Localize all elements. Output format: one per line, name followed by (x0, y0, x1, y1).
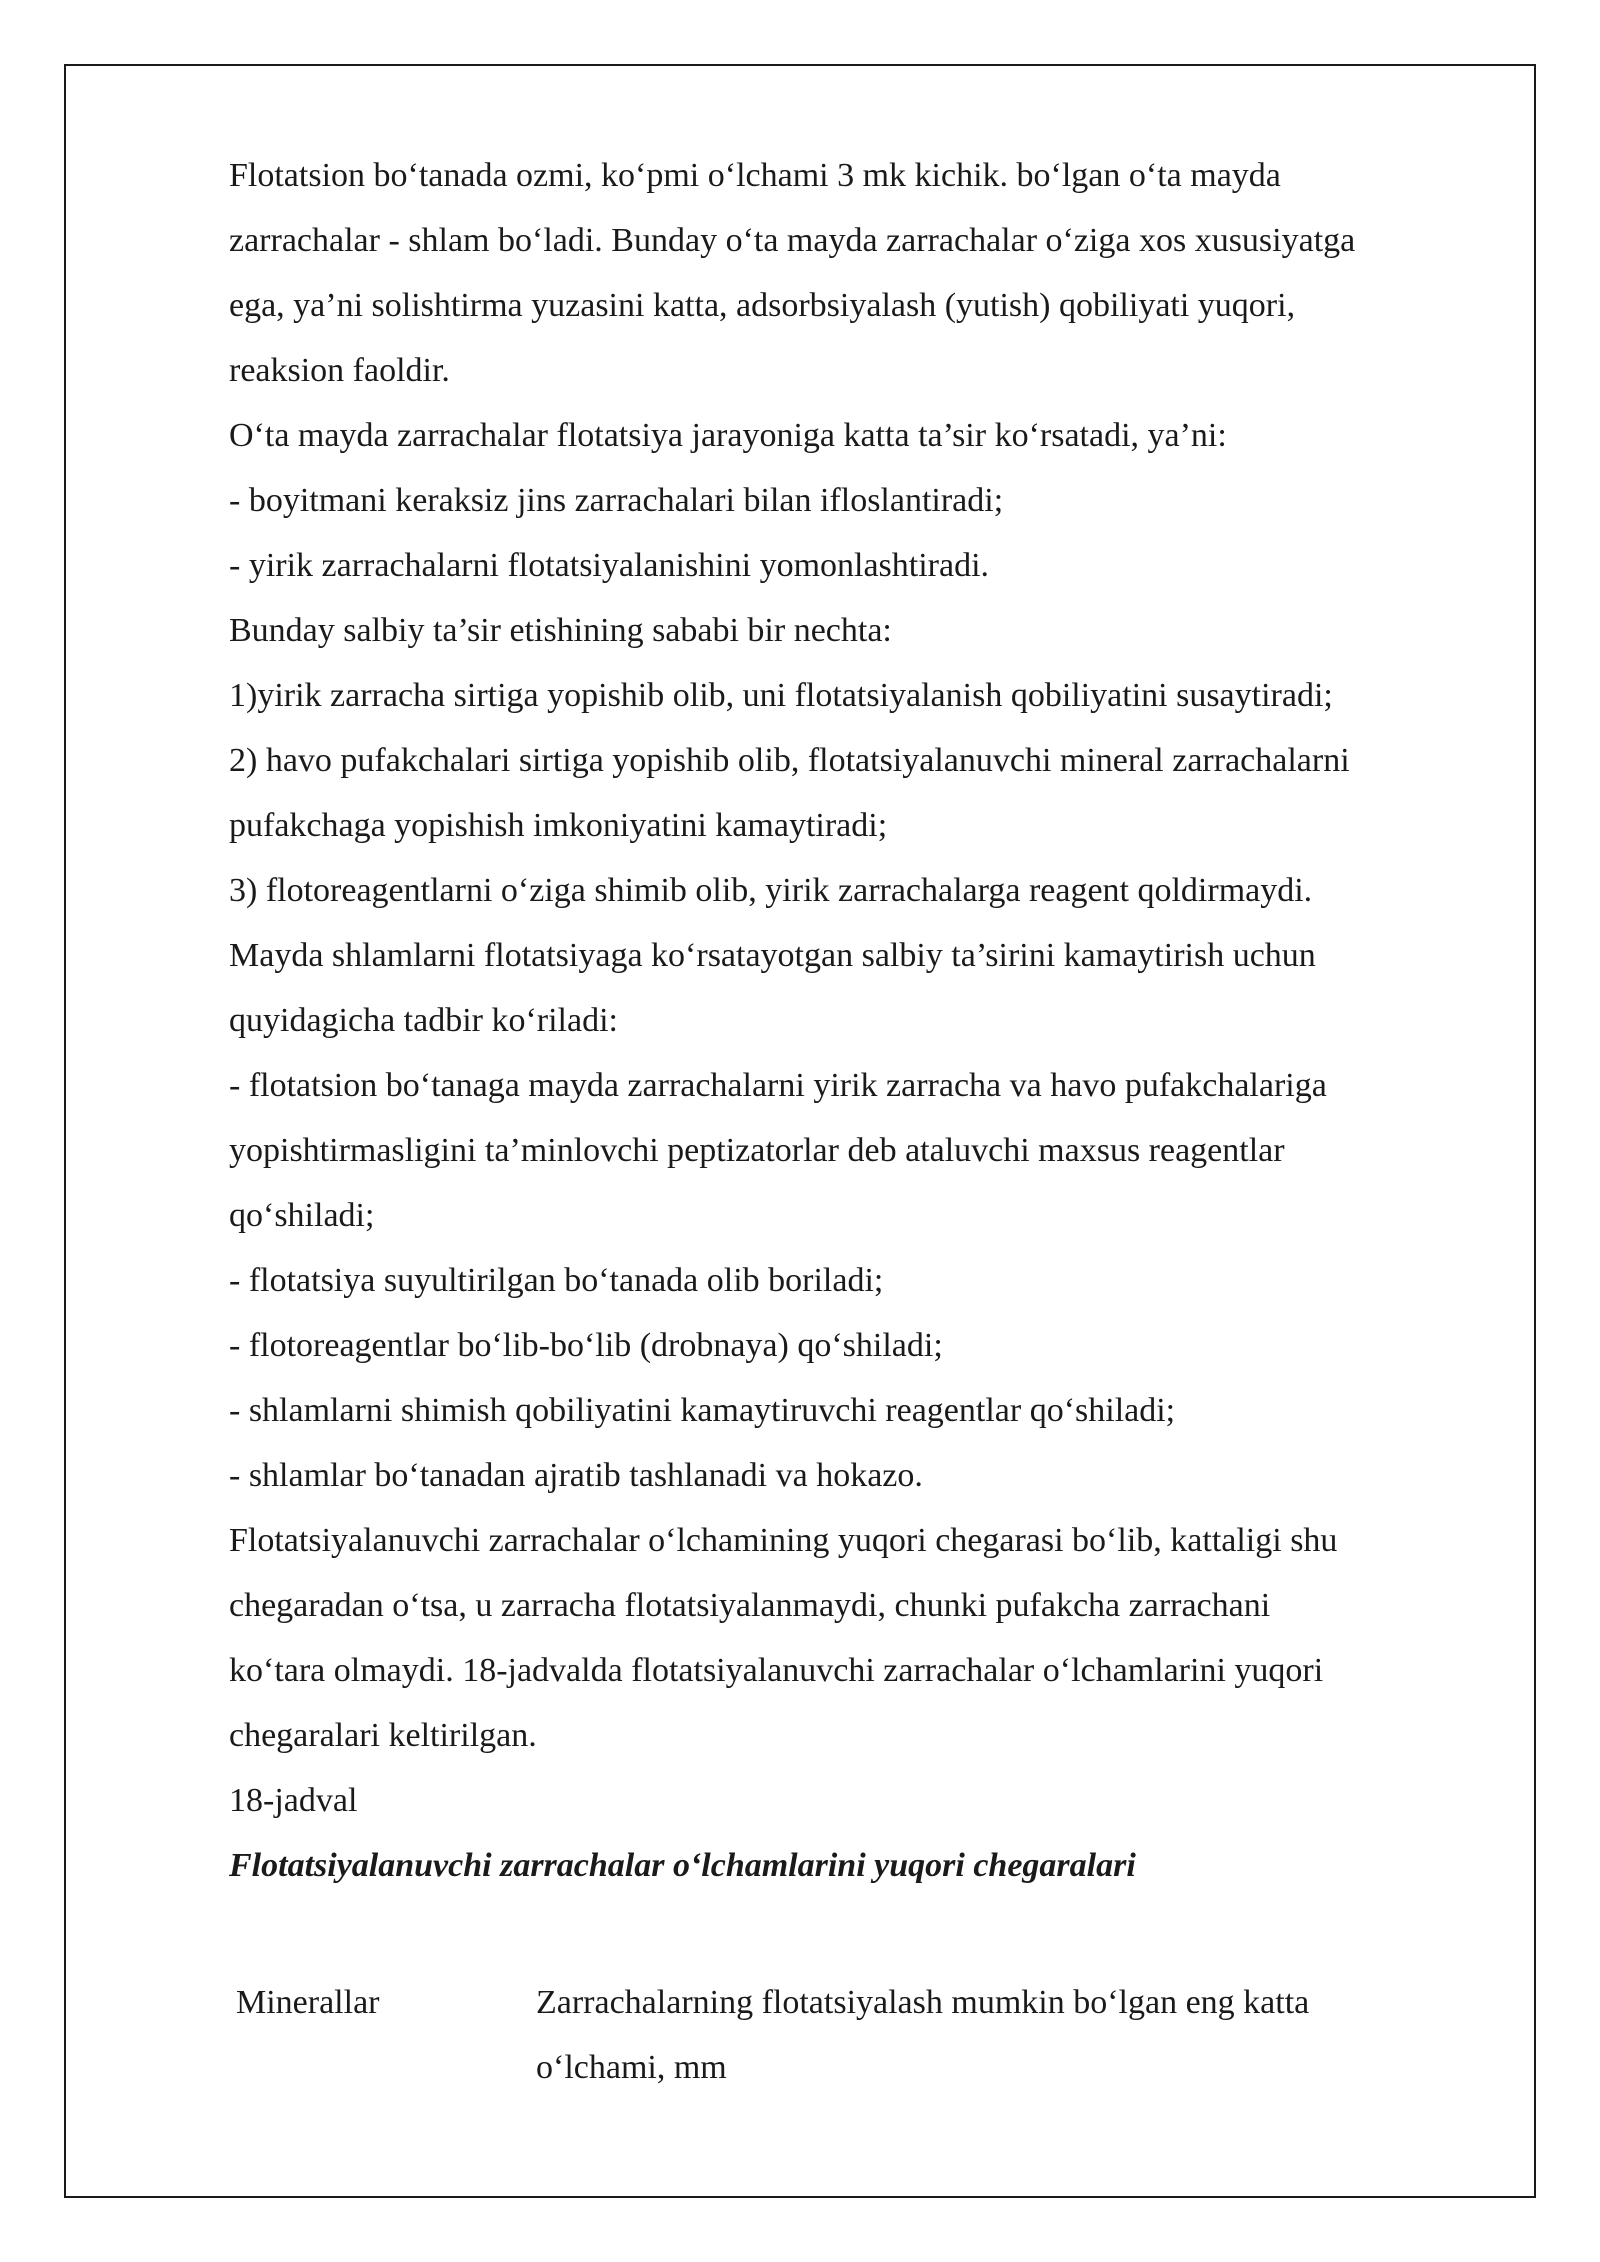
data-table (229, 1970, 1499, 2100)
paragraph-line: Flotatsion bo‘tanada ozmi, ko‘pmi o‘lchami 3 mk kichik. bo‘lgan o‘ta mayda (229, 157, 1281, 194)
table-heading: Flotatsiyalanuvchi zarrachalar o‘lchamlarini yuqori chegaralari (229, 1847, 1136, 1884)
paragraph-line: quyidagicha tadbir ko‘riladi: (229, 1002, 618, 1039)
list-item: - boyitmani keraksiz jins zarrachalari bilan ifloslantiradi; (229, 482, 1004, 519)
list-item: 1)yirik zarracha sirtiga yopishib olib, uni flotatsiyalanish qobiliyatini susaytiradi; (229, 677, 1333, 714)
column-header-size (536, 1970, 1499, 2100)
paragraph-line: chegaradan o‘tsa, u zarracha flotatsiyalanmaydi, chunki pufakcha zarrachani (229, 1587, 1271, 1624)
paragraph-line: Flotatsiyalanuvchi zarrachalar o‘lchamining yuqori chegarasi bo‘lib, kattaligi shu (229, 1522, 1338, 1559)
column-header-size-line: Zarrachalarning flotatsiyalash mumkin bo‘lgan eng katta (536, 1984, 1310, 2021)
list-item: 3) flotoreagentlarni o‘ziga shimib olib, yirik zarrachalarga reagent qoldirmaydi. (229, 872, 1313, 909)
table-number: 18-jadval (229, 1782, 358, 1819)
paragraph-line: zarrachalar - shlam bo‘ladi. Bunday o‘ta mayda zarrachalar o‘ziga xos xususiyatga (229, 222, 1356, 259)
list-item: - yirik zarrachalarni flotatsiyalanishini yomonlashtiradi. (229, 547, 990, 584)
column-header-size-line: o‘lchami, mm (536, 2049, 727, 2086)
paragraph-line: qo‘shiladi; (229, 1197, 375, 1234)
table-header-row (229, 1970, 1499, 2100)
list-item: - flotatsion bo‘tanaga mayda zarrachalarni yirik zarracha va havo pufakchalariga (229, 1067, 1327, 1104)
paragraph-line: O‘ta mayda zarrachalar flotatsiya jarayoniga katta ta’sir ko‘rsatadi, ya’ni: (229, 417, 1227, 454)
paragraph-line: pufakchaga yopishish imkoniyatini kamaytiradi; (229, 807, 888, 844)
list-item: - flotatsiya suyultirilgan bo‘tanada olib boriladi; (229, 1262, 884, 1299)
column-header-minerals: Minerallar (236, 1984, 380, 2021)
document-body (229, 143, 1499, 1898)
paragraph-line: chegaralari keltirilgan. (229, 1717, 537, 1754)
list-item: 2) havo pufakchalari sirtiga yopishib olib, flotatsiyalanuvchi mineral zarrachalarni (229, 742, 1350, 779)
list-item: - flotoreagentlar bo‘lib-bo‘lib (drobnaya) qo‘shiladi; (229, 1327, 943, 1364)
paragraph-line: ko‘tara olmaydi. 18-jadvalda flotatsiyalanuvchi zarrachalar o‘lchamlarini yuqori (229, 1652, 1324, 1689)
paragraph-line: Bunday salbiy ta’sir etishining sababi bir nechta: (229, 612, 892, 649)
paragraph-line: yopishtirmasligini ta’minlovchi peptizatorlar deb ataluvchi maxsus reagentlar (229, 1132, 1285, 1169)
paragraph-line: Mayda shlamlarni flotatsiyaga ko‘rsatayotgan salbiy ta’sirini kamaytirish uchun (229, 937, 1316, 974)
paragraph-line: reaksion faoldir. (229, 352, 450, 389)
list-item: - shlamlarni shimish qobiliyatini kamaytiruvchi reagentlar qo‘shiladi; (229, 1392, 1176, 1429)
paragraph-line: ega, ya’ni solishtirma yuzasini katta, adsorbsiyalash (yutish) qobiliyati yuqori, (229, 287, 1296, 324)
list-item: - shlamlar bo‘tanadan ajratib tashlanadi va hokazo. (229, 1457, 923, 1494)
